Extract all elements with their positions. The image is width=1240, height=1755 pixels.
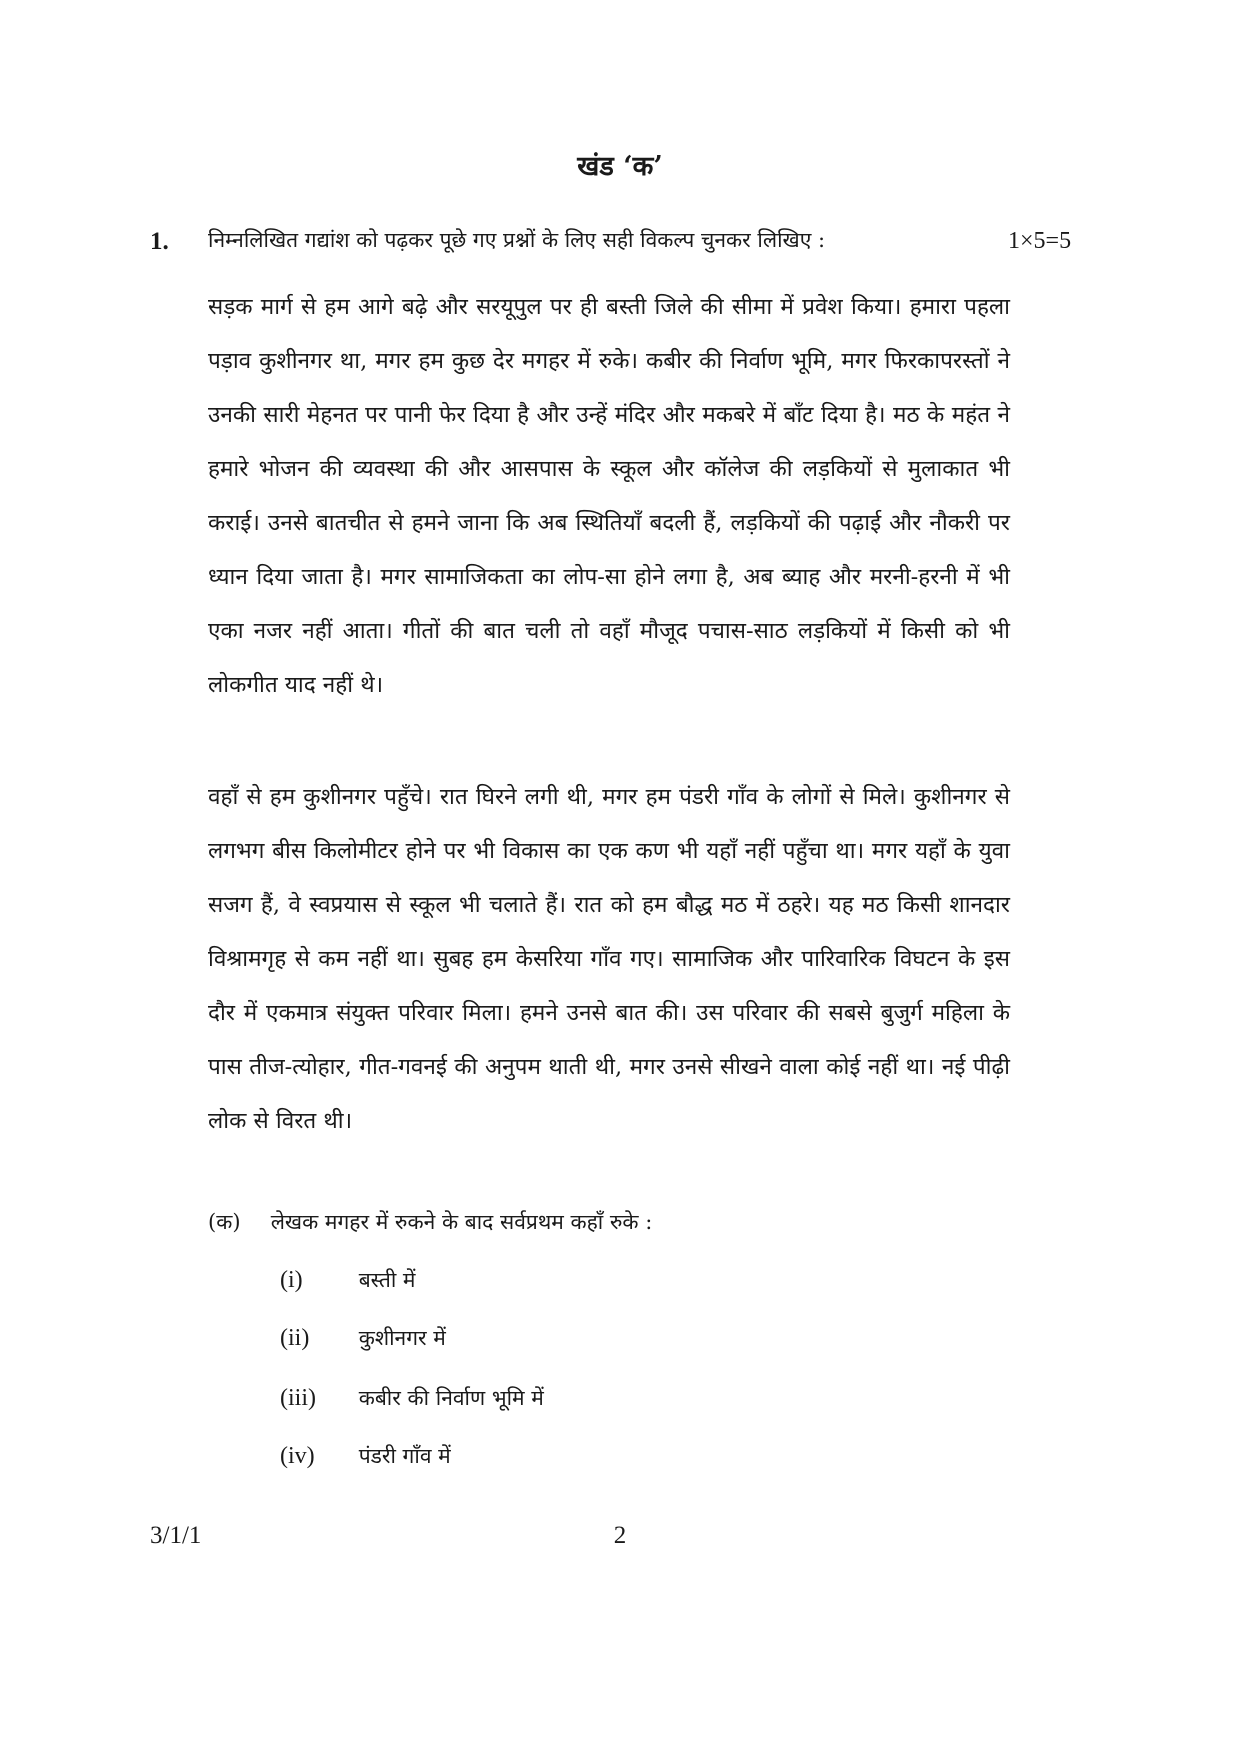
option-i bbox=[280, 1266, 416, 1294]
option-text: कुशीनगर में bbox=[358, 1326, 446, 1350]
page-number: 2 bbox=[613, 1522, 627, 1549]
sub-question bbox=[208, 1208, 652, 1236]
passage-paragraph-2: वहाँ से हम कुशीनगर पहुँचे। रात घिरने लगी थी, मगर हम पंडरी गाँव के लोगों से मिले। कुशीनगर से लगभग बीस किलोमीटर होने पर भी विकास का एक कण भी यहाँ नहीं पहुँचा था। मगर यहाँ के युवा सजग हैं, वे स्वप्रयास से स्कूल भी चलाते हैं। रात को हम बौद्ध मठ में ठहरे। यह मठ किसी शानदार विश्रामगृह से कम नहीं था। सुबह हम केसरिया गाँव गए। सामाजिक और पारिवारिक विघटन के इस दौर में एकमात्र संयुक्त परिवार मिला। हमने उनसे बात की। उस परिवार की सबसे बुजुर्ग महिला के पास तीज-त्योहार, गीत-गवनई की अनुपम थाती थी, मगर उनसे सीखने वाला कोई नहीं था। नई पीढ़ी लोक से विरत थी। bbox=[208, 784, 1010, 1134]
passage-paragraph-1: सड़क मार्ग से हम आगे बढ़े और सरयूपुल पर ही बस्ती जिले की सीमा में प्रवेश किया। हमारा पहला पड़ाव कुशीनगर था, मगर हम कुछ देर मगहर में रुके। कबीर की निर्वाण भूमि, मगर फिरकापरस्तों ने उनकी सारी मेहनत पर पानी फेर दिया है और उन्हें मंदिर और मकबरे में बाँट दिया है। मठ के महंत ने हमारे भोजन की व्यवस्था की और आसपास के स्कूल और कॉलेज की लड़कियों से मुलाकात भी कराई। उनसे बातचीत से हमने जाना कि अब स्थितियाँ बदली हैं, लड़कियों की पढ़ाई और नौकरी पर ध्यान दिया जाता है। मगर सामाजिकता का लोप-सा होने लगा है, अब ब्याह और मरनी-हरनी में भी एका नजर नहीं आता। गीतों की बात चली तो वहाँ मौजूद पचास-साठ लड़कियों में किसी को भी लोकगीत याद नहीं थे। bbox=[208, 294, 1010, 698]
section-title: खंड ‘क’ bbox=[577, 151, 663, 182]
option-text: बस्ती में bbox=[358, 1268, 416, 1292]
option-text: कबीर की निर्वाण भूमि में bbox=[358, 1386, 544, 1410]
sub-question-text: लेखक मगहर में रुकने के बाद सर्वप्रथम कहाँ रुके : bbox=[270, 1210, 653, 1234]
option-ii bbox=[280, 1324, 446, 1352]
paper-code: 3/1/1 bbox=[150, 1522, 202, 1549]
option-iii bbox=[280, 1384, 544, 1412]
option-number: (iii) bbox=[280, 1385, 316, 1411]
question-marks: 1×5=5 bbox=[1008, 228, 1072, 254]
question-number: 1. bbox=[150, 228, 169, 255]
sub-question-label: (क) bbox=[208, 1210, 241, 1234]
option-number: (i) bbox=[280, 1267, 303, 1293]
question-instruction: निम्नलिखित गद्यांश को पढ़कर पूछे गए प्रश्नों के लिए सही विकल्प चुनकर लिखिए : bbox=[208, 228, 826, 252]
option-number: (iv) bbox=[280, 1443, 315, 1469]
option-iv bbox=[280, 1442, 451, 1470]
option-text: पंडरी गाँव में bbox=[358, 1444, 451, 1468]
option-number: (ii) bbox=[280, 1325, 310, 1351]
